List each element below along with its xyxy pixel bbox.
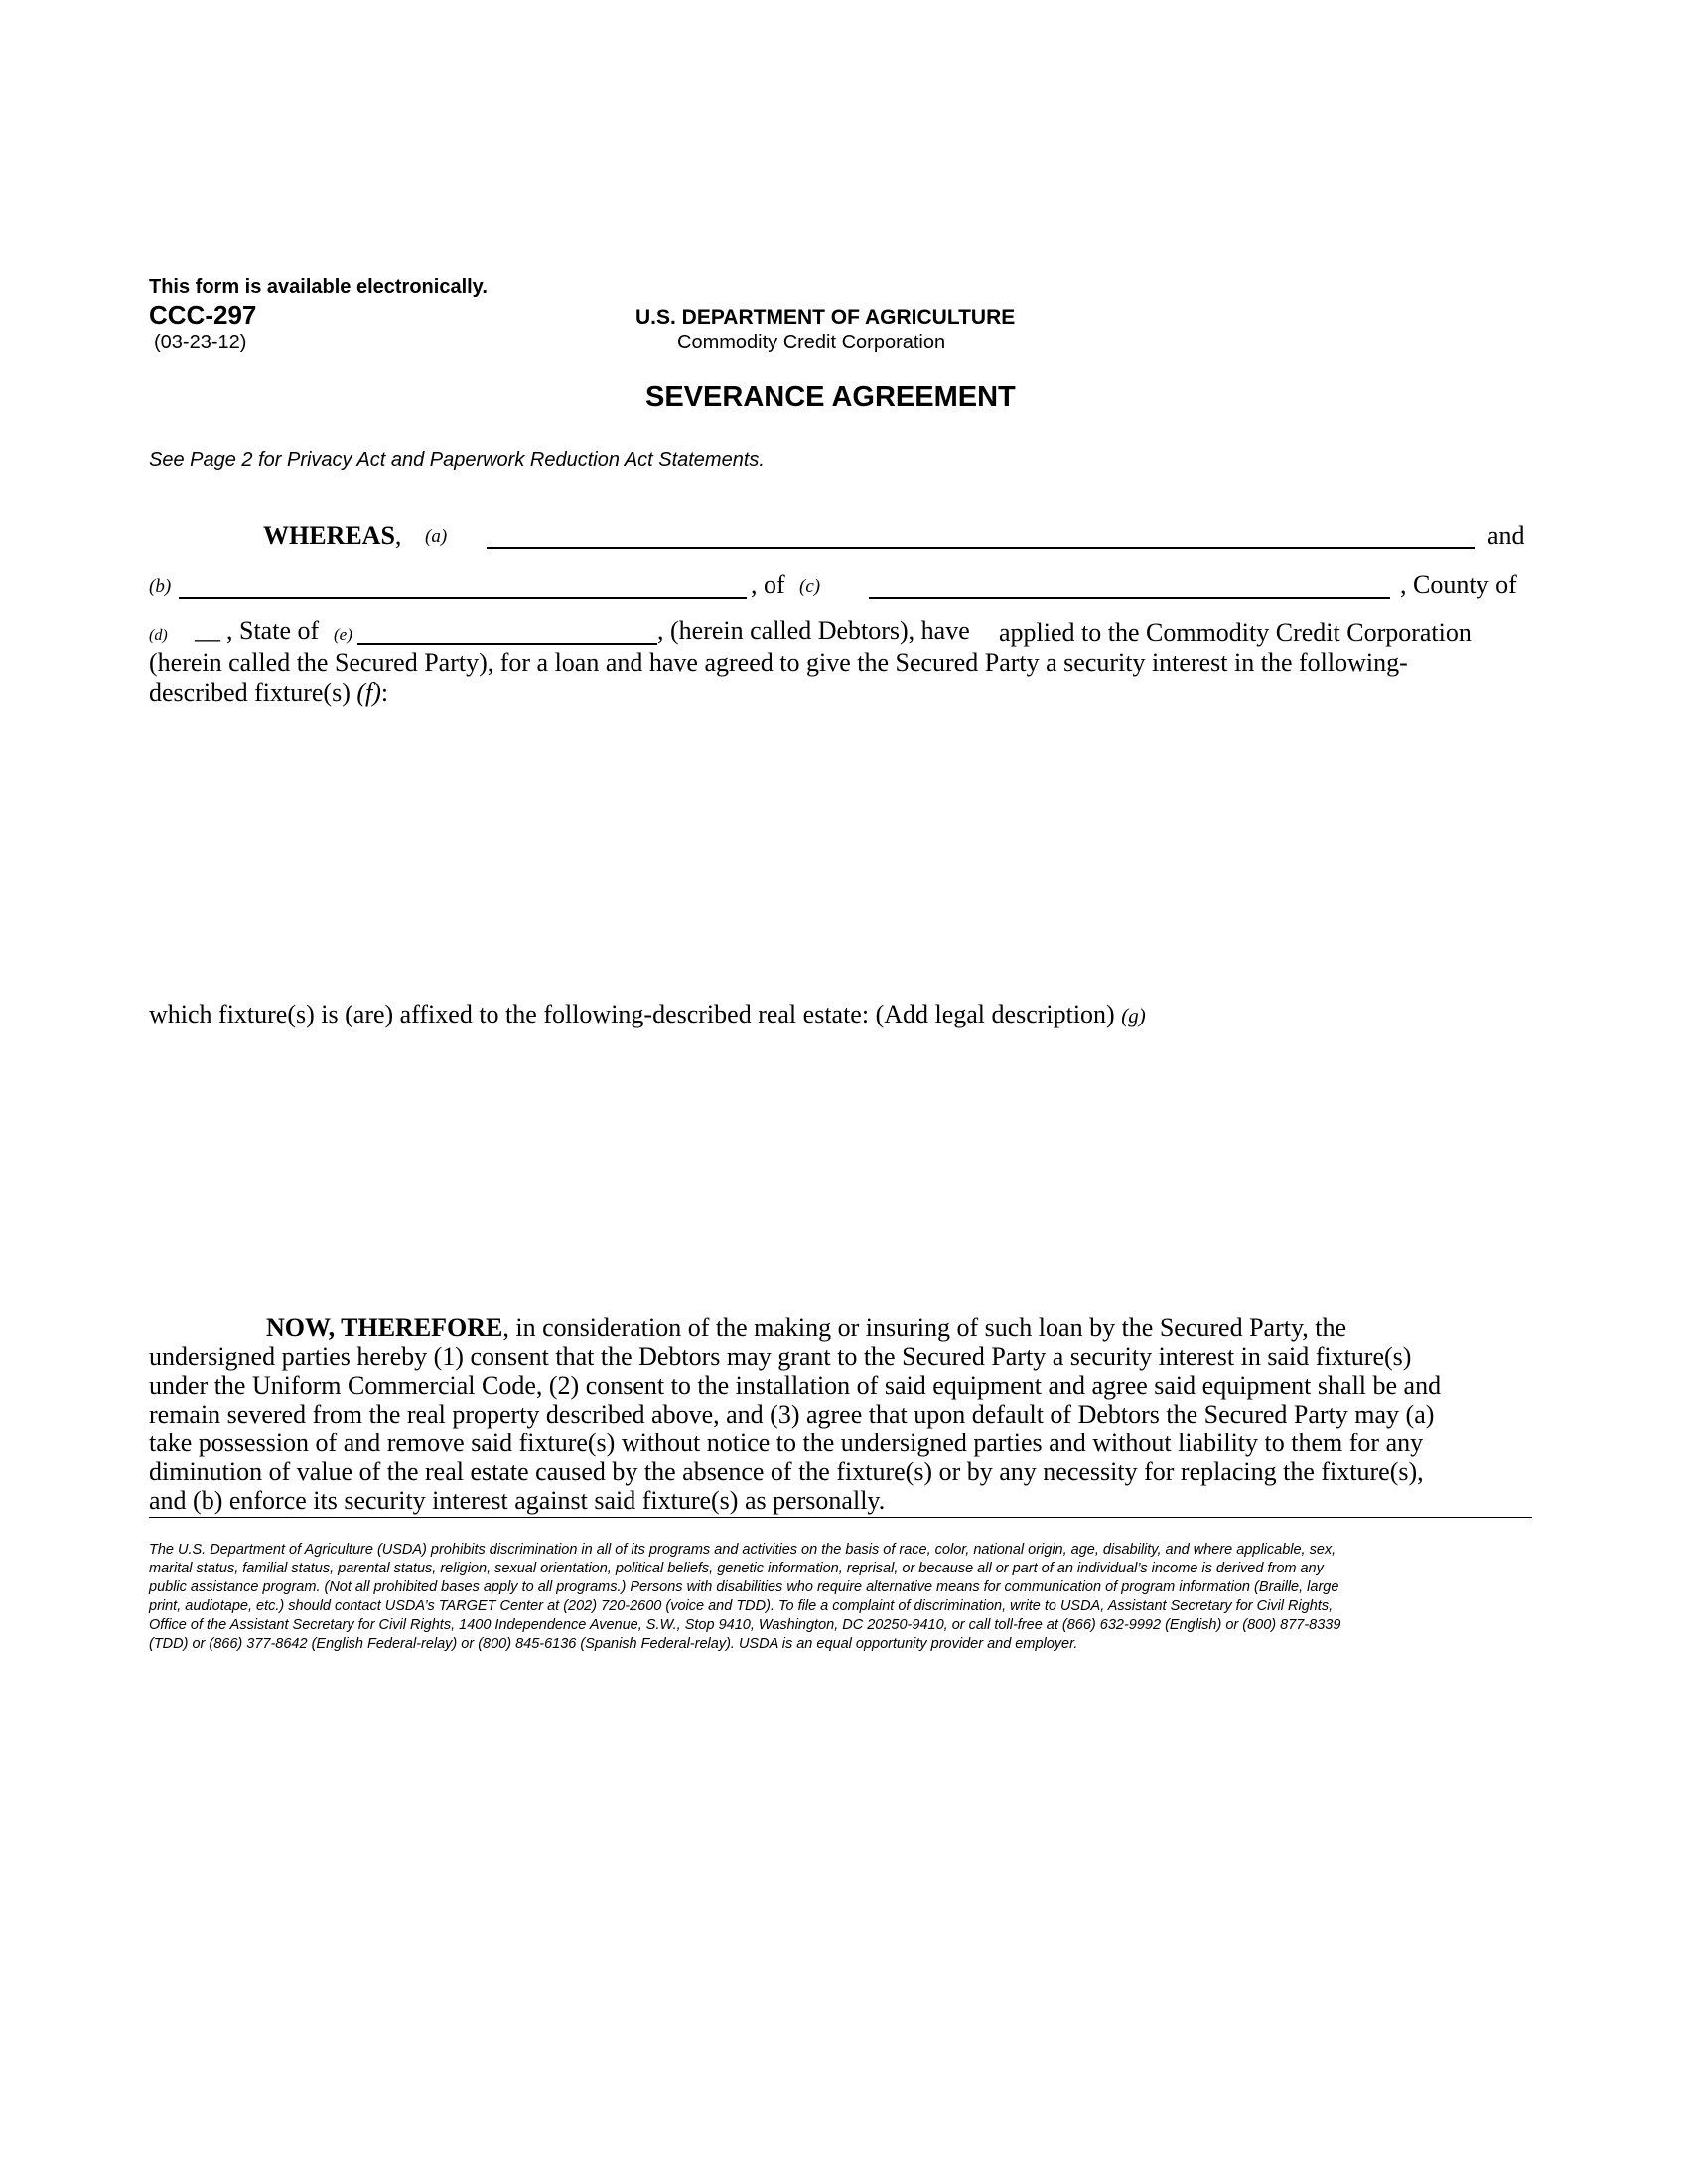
fixtures-line (149, 678, 388, 708)
secured-party-line: (herein called the Secured Party), for a loan and have agreed to give the Secured Party a security interest in the following- (149, 648, 1408, 677)
footer-line-3: public assistance program. (Not all prohibited bases apply to all programs.) Persons with disabilities who require alternative means for communication of program information (Braille, large (149, 1579, 1339, 1595)
label-b: (b) (149, 576, 172, 597)
now-therefore-paragraph (149, 1313, 1441, 1515)
field-a-debtor-name[interactable] (487, 547, 1475, 549)
label-d: (d) (149, 627, 168, 644)
field-b-debtor-name[interactable] (179, 597, 747, 599)
now-therefore-line-4: remain severed from the real property described above, and (3) agree that upon default of Debtors the Secured Party may (a) (149, 1400, 1435, 1429)
fixtures-colon: : (380, 678, 389, 707)
label-g: (g) (1121, 1004, 1146, 1027)
footer-line-1: The U.S. Department of Agriculture (USDA) prohibits discrimination in all of its programs and activities on the basis of race, color, national origin, age, disability, and where applicable, sex, (149, 1542, 1336, 1558)
state-of-text: , State of (226, 616, 320, 645)
label-f: (f) (356, 678, 381, 707)
footer-line-5: Office of the Assistant Secretary for Civil Rights, 1400 Independence Avenue, S.W., Stop 9410, Washington, DC 20250-9410, or call toll-free at (866) 632-9992 (English) or (800) 877-8339 (149, 1617, 1341, 1633)
real-estate-text: which fixture(s) is (are) affixed to the following-described real estate: (Add legal description) (149, 1000, 1115, 1028)
herein-debtors-text: , (herein called Debtors), have (657, 616, 970, 645)
now-therefore-line-2: undersigned parties hereby (1) consent that the Debtors may grant to the Secured Party a security interest in said fixture(s) (149, 1342, 1412, 1371)
form-date: (03-23-12) (154, 332, 247, 353)
label-e: (e) (334, 625, 352, 644)
whereas-lead: WHEREAS (263, 521, 395, 550)
document-title: SEVERANCE AGREEMENT (645, 381, 1016, 413)
of-word: , of (751, 570, 785, 599)
footer-line-4: print, audiotape, etc.) should contact USDA’s TARGET Center at (202) 720-2600 (voice and TDD). To file a complaint of discrimination, write to USDA, Assistant Secretary for Civil Rights, (149, 1598, 1334, 1614)
footer-line-6: (TDD) or (866) 377-8642 (English Federal-relay) or (800) 845-6136 (Spanish Federal-relay). USDA is an equal opportunity provider and employer. (149, 1636, 1078, 1652)
now-therefore-first-line (149, 1313, 1441, 1342)
now-therefore-line-6: diminution of value of the real estate caused by the absence of the fixture(s) or by any necessity for replacing the fixture(s), (149, 1457, 1424, 1486)
now-therefore-line-7: and (b) enforce its security interest against said fixture(s) as personally. (149, 1486, 886, 1515)
agency-name: Commodity Credit Corporation (677, 332, 946, 353)
now-therefore-lead: NOW, THEREFORE (266, 1313, 503, 1342)
whereas-heading (263, 521, 401, 551)
nondiscrimination-statement (149, 1541, 1529, 1654)
department-name: U.S. DEPARTMENT OF AGRICULTURE (635, 306, 1016, 329)
real-estate-line (149, 1000, 1146, 1029)
field-g-legal-description[interactable] (149, 1044, 1529, 1302)
whereas-comma: , (394, 521, 402, 550)
field-f-fixtures-description[interactable] (149, 725, 1529, 983)
privacy-note: See Page 2 for Privacy Act and Paperwork Reduction Act Statements. (149, 449, 765, 471)
label-c: (c) (799, 576, 821, 597)
fixtures-text: described fixture(s) (149, 678, 351, 707)
now-therefore-line-5: take possession of and remove said fixture(s) without notice to the undersigned parties and without liability to them for any (149, 1429, 1424, 1457)
field-e-state[interactable] (357, 643, 657, 645)
footer-line-2: marital status, familial status, parental status, religion, sexual orientation, political beliefs, genetic information, reprisal, or because all or part of an individual’s income is derived from any (149, 1561, 1324, 1576)
field-d-county[interactable]: __ (195, 615, 220, 644)
now-therefore-line-1: , in consideration of the making or insuring of such loan by the Secured Party, the (502, 1313, 1347, 1342)
field-c-address[interactable] (869, 597, 1390, 599)
county-of-text: , County of (1400, 570, 1517, 599)
footer-divider (149, 1517, 1532, 1518)
label-a: (a) (425, 526, 448, 547)
now-therefore-line-3: under the Uniform Commercial Code, (2) consent to the installation of said equipment and agree said equipment shall be and (149, 1371, 1442, 1400)
availability-note: This form is available electronically. (149, 276, 488, 298)
form-number: CCC-297 (149, 300, 257, 330)
applied-text: applied to the Commodity Credit Corporation (999, 618, 1472, 647)
and-word: and (1487, 521, 1525, 550)
